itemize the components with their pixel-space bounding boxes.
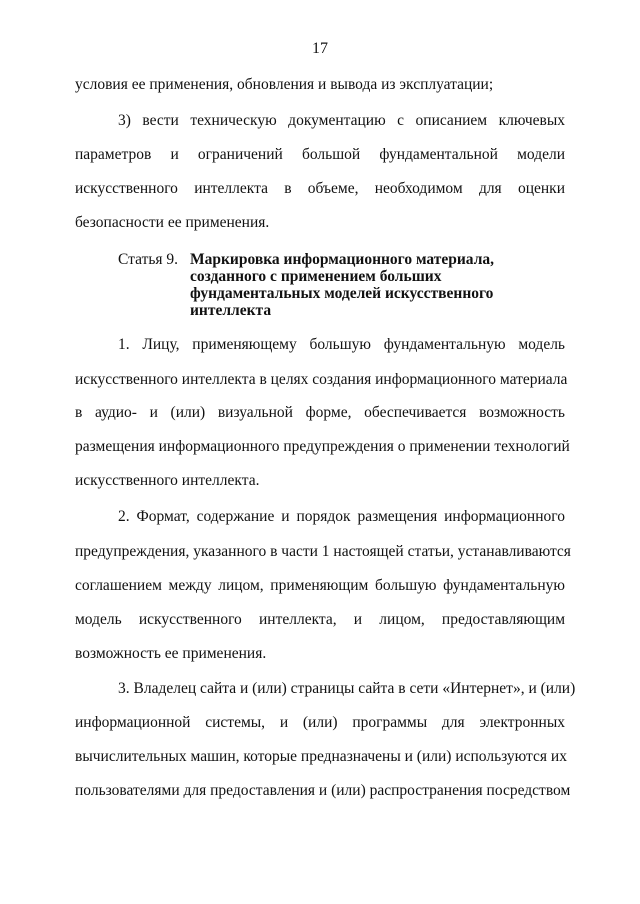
article-title-line: фундаментальных моделей искусственного (190, 285, 494, 302)
text-line: соглашением между лицом, применяющим большую фундаментальную (75, 577, 565, 594)
text-line: в аудио- и (или) визуальной форме, обеспечивается возможность (75, 404, 565, 421)
text-line: предупреждения, указанного в части 1 настоящей статьи, устанавливаются (75, 543, 571, 560)
text-line: возможность ее применения. (75, 645, 267, 662)
text-line: 2. Формат, содержание и порядок размещения информационного (118, 508, 565, 525)
text-line: безопасности ее применения. (75, 214, 270, 231)
article-title-line: созданного с применением больших (190, 268, 442, 285)
text-line: вычислительных машин, которые предназначены и (или) используются их (75, 748, 567, 765)
article-label: Статья 9. (118, 251, 179, 268)
article-title-line: интеллекта (190, 302, 272, 319)
text-line: искусственного интеллекта в объеме, необходимом для оценки (75, 180, 565, 197)
text-line: размещения информационного предупреждения о применении технологий (75, 438, 570, 455)
text-line: 3) вести техническую документацию с описанием ключевых (118, 112, 565, 129)
text-line: модель искусственного интеллекта, и лицом, предоставляющим (75, 611, 565, 628)
text-line: информационной системы, и (или) программы для электронных (75, 714, 565, 731)
text-line: 3. Владелец сайта и (или) страницы сайта в сети «Интернет», и (или) (118, 680, 576, 697)
text-line: условия ее применения, обновления и вывода из эксплуатации; (75, 76, 494, 93)
text-line: пользователями для предоставления и (или) распространения посредством (75, 782, 571, 799)
text-line: искусственного интеллекта. (75, 472, 260, 489)
article-title-line: Маркировка информационного материала, (190, 251, 495, 268)
text-line: 1. Лицу, применяющему большую фундаментальную модель (118, 336, 565, 353)
page-number: 17 (312, 40, 328, 57)
text-line: параметров и ограничений большой фундаментальной модели (75, 146, 565, 163)
article-title (190, 251, 570, 319)
text-line: искусственного интеллекта в целях создания информационного материала (75, 371, 568, 388)
